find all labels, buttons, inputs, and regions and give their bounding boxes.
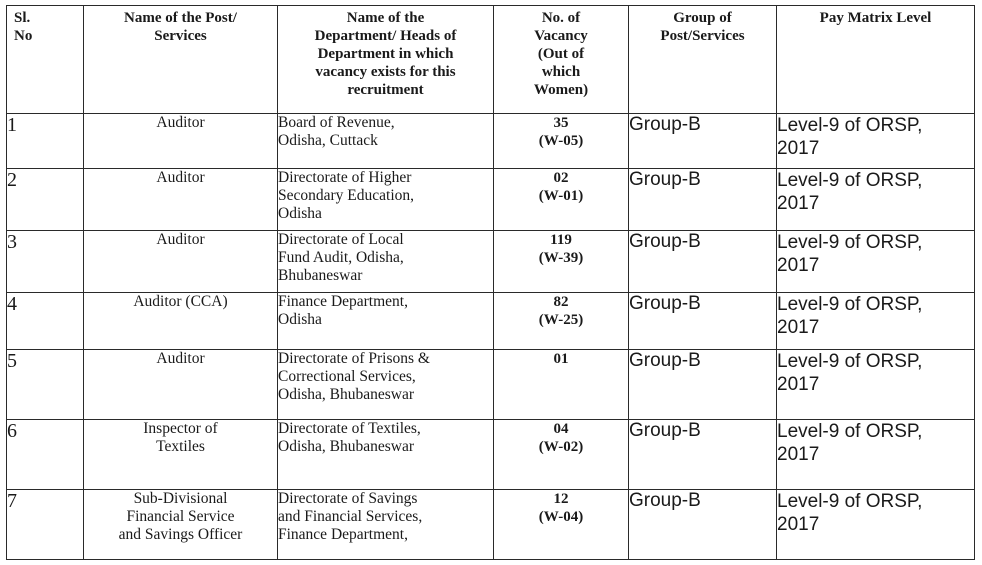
department-cell: Directorate of Higher Secondary Education, Odisha <box>278 169 494 231</box>
sl-cell: 2 <box>7 169 84 231</box>
pay-level-cell: Level-9 of ORSP, 2017 <box>777 293 975 350</box>
table-row <box>7 420 975 490</box>
pay-level-cell: Level-9 of ORSP, 2017 <box>777 231 975 293</box>
group-cell: Group-B <box>629 293 777 350</box>
vacancy-table <box>6 5 975 560</box>
department-cell: Directorate of Prisons & Correctional Services, Odisha, Bhubaneswar <box>278 350 494 420</box>
table-row <box>7 114 975 169</box>
table-row <box>7 231 975 293</box>
sl-cell: 3 <box>7 231 84 293</box>
group-cell: Group-B <box>629 231 777 293</box>
pay-level-cell: Level-9 of ORSP, 2017 <box>777 350 975 420</box>
pay-level-cell: Level-9 of ORSP, 2017 <box>777 420 975 490</box>
sl-cell: 4 <box>7 293 84 350</box>
vacancy-cell: 01 <box>494 350 629 420</box>
pay-level-cell: Level-9 of ORSP, 2017 <box>777 114 975 169</box>
post-cell: Auditor <box>84 231 278 293</box>
group-cell: Group-B <box>629 490 777 560</box>
header-department: Name of the Department/ Heads of Department in which vacancy exists for this recruitment <box>278 6 494 114</box>
group-cell: Group-B <box>629 169 777 231</box>
table-row <box>7 350 975 420</box>
vacancy-cell: 82 (W-25) <box>494 293 629 350</box>
table-row <box>7 293 975 350</box>
sl-cell: 7 <box>7 490 84 560</box>
header-row <box>7 6 975 114</box>
post-cell: Auditor (CCA) <box>84 293 278 350</box>
department-cell: Directorate of Savings and Financial Services, Finance Department, <box>278 490 494 560</box>
vacancy-cell: 119 (W-39) <box>494 231 629 293</box>
pay-level-cell: Level-9 of ORSP, 2017 <box>777 169 975 231</box>
post-cell: Auditor <box>84 169 278 231</box>
sl-cell: 5 <box>7 350 84 420</box>
group-cell: Group-B <box>629 350 777 420</box>
header-group: Group of Post/Services <box>629 6 777 114</box>
header-sl-no: Sl. No <box>7 6 84 114</box>
sl-cell: 6 <box>7 420 84 490</box>
department-cell: Finance Department, Odisha <box>278 293 494 350</box>
pay-level-cell: Level-9 of ORSP, 2017 <box>777 490 975 560</box>
post-cell: Auditor <box>84 114 278 169</box>
table-row <box>7 490 975 560</box>
header-pay-matrix: Pay Matrix Level <box>777 6 975 114</box>
post-cell: Inspector of Textiles <box>84 420 278 490</box>
header-vacancy: No. of Vacancy (Out of which Women) <box>494 6 629 114</box>
group-cell: Group-B <box>629 114 777 169</box>
department-cell: Directorate of Textiles, Odisha, Bhubaneswar <box>278 420 494 490</box>
department-cell: Board of Revenue, Odisha, Cuttack <box>278 114 494 169</box>
header-post: Name of the Post/ Services <box>84 6 278 114</box>
group-cell: Group-B <box>629 420 777 490</box>
sl-cell: 1 <box>7 114 84 169</box>
table-row <box>7 169 975 231</box>
vacancy-cell: 12 (W-04) <box>494 490 629 560</box>
vacancy-cell: 35 (W-05) <box>494 114 629 169</box>
post-cell: Sub-Divisional Financial Service and Savings Officer <box>84 490 278 560</box>
vacancy-cell: 02 (W-01) <box>494 169 629 231</box>
vacancy-cell: 04 (W-02) <box>494 420 629 490</box>
department-cell: Directorate of Local Fund Audit, Odisha, Bhubaneswar <box>278 231 494 293</box>
post-cell: Auditor <box>84 350 278 420</box>
